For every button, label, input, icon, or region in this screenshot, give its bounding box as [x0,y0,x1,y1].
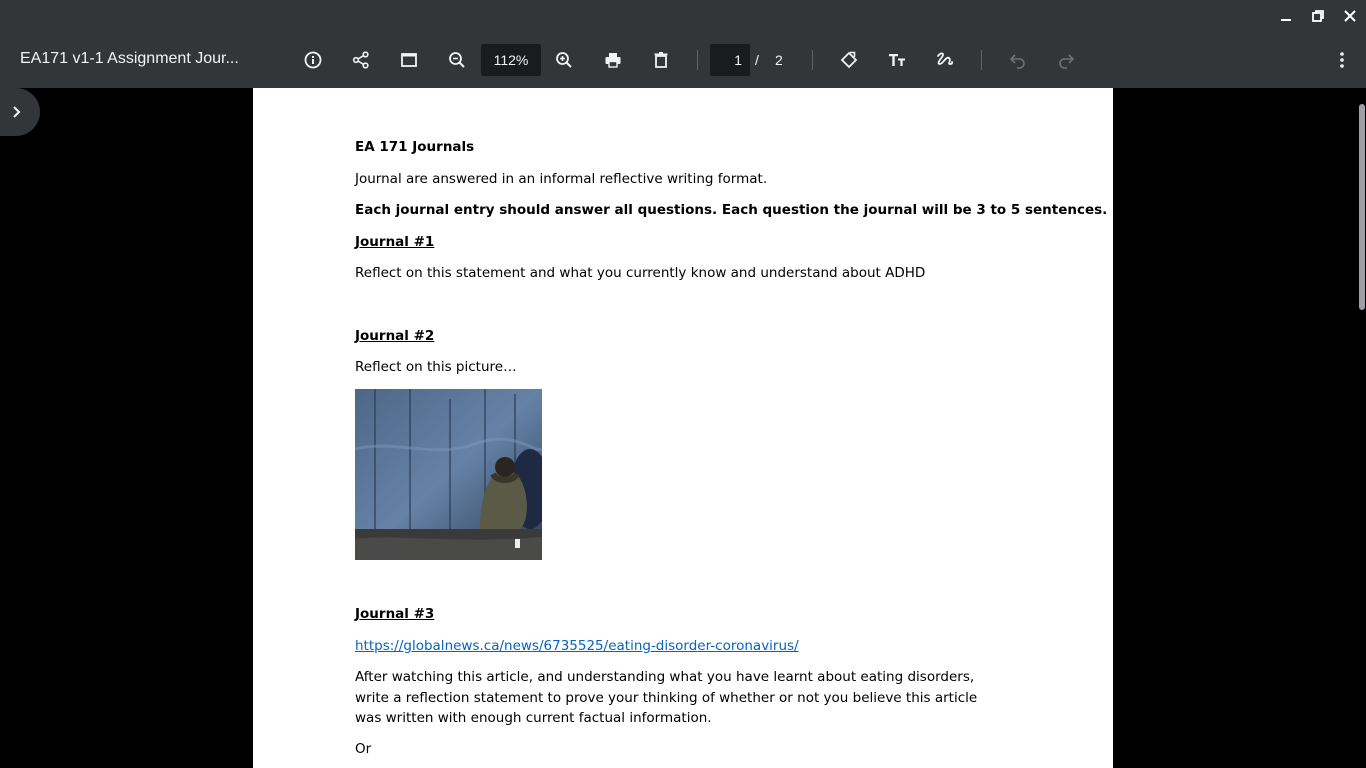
undo-button[interactable] [1002,44,1034,76]
print-button[interactable] [597,44,629,76]
zoom-in-icon [554,50,574,70]
pdf-toolbar [0,0,1366,88]
minimize-icon [1279,9,1293,23]
window-controls [1270,0,1366,32]
journal-3-title: Journal #3 [355,606,435,622]
maximize-button[interactable] [1302,0,1334,32]
page-separator: / [755,52,759,68]
pdf-page [253,88,1113,768]
text-annotation-button[interactable] [881,44,913,76]
chevron-right-icon [9,104,25,120]
toolbar-divider [812,50,813,70]
journal-2-photo [355,389,542,560]
zoom-level-input[interactable]: 112% [481,44,541,76]
sidebar-toggle-button[interactable] [0,88,40,136]
draw-button[interactable] [929,44,961,76]
share-button[interactable] [345,44,377,76]
scrollbar-thumb[interactable] [1359,104,1365,310]
journal-3-link[interactable]: https://globalnews.ca/news/6735525/eating-disorder-coronavirus/ [355,638,799,654]
soldier-photo-illustration [355,389,542,560]
journal-1-title: Journal #1 [355,234,435,250]
zoom-out-button[interactable] [441,44,473,76]
text-size-icon [887,50,907,70]
page-total: 2 [775,52,783,68]
redo-button[interactable] [1050,44,1082,76]
more-icon [1332,50,1352,70]
fit-page-icon [399,50,419,70]
journal-3-text: After watching this article, and understanding what you have learnt about eating disorders, write a reflection statement to prove your thinking of whether or not you believe this article was written with enough current factual information. [355,669,978,726]
rotate-icon [839,50,859,70]
document-title: EA171 v1-1 Assignment Jour... [20,50,239,67]
redo-icon [1056,50,1076,70]
draw-icon [935,50,955,70]
toolbar-divider [697,50,698,70]
print-icon [603,50,623,70]
document-properties-button[interactable] [297,44,329,76]
zoom-out-icon [447,50,467,70]
delete-button[interactable] [645,44,677,76]
close-window-button[interactable] [1334,0,1366,32]
fit-to-page-button[interactable] [393,44,425,76]
intro-text: Journal are answered in an informal reflective writing format. [355,171,768,187]
share-icon [351,50,371,70]
undo-icon [1008,50,1028,70]
journal-2-title: Journal #2 [355,328,435,344]
minimize-button[interactable] [1270,0,1302,32]
close-icon [1343,9,1357,23]
journal-1-text: Reflect on this statement and what you currently know and understand about ADHD [355,265,926,281]
journal-2-text: Reflect on this picture… [355,359,517,375]
document-heading: EA 171 Journals [355,139,475,155]
zoom-in-button[interactable] [548,44,580,76]
delete-icon [651,50,671,70]
more-options-button[interactable] [1326,44,1358,76]
page-number-input[interactable]: 1 [710,44,750,76]
info-icon [303,50,323,70]
restore-icon [1311,9,1325,23]
rotate-button[interactable] [833,44,865,76]
toolbar-divider [981,50,982,70]
instructions-text: Each journal entry should answer all questions. Each question the journal will be 3 to 5 sentences. [355,202,1108,218]
or-text: Or [355,741,372,757]
